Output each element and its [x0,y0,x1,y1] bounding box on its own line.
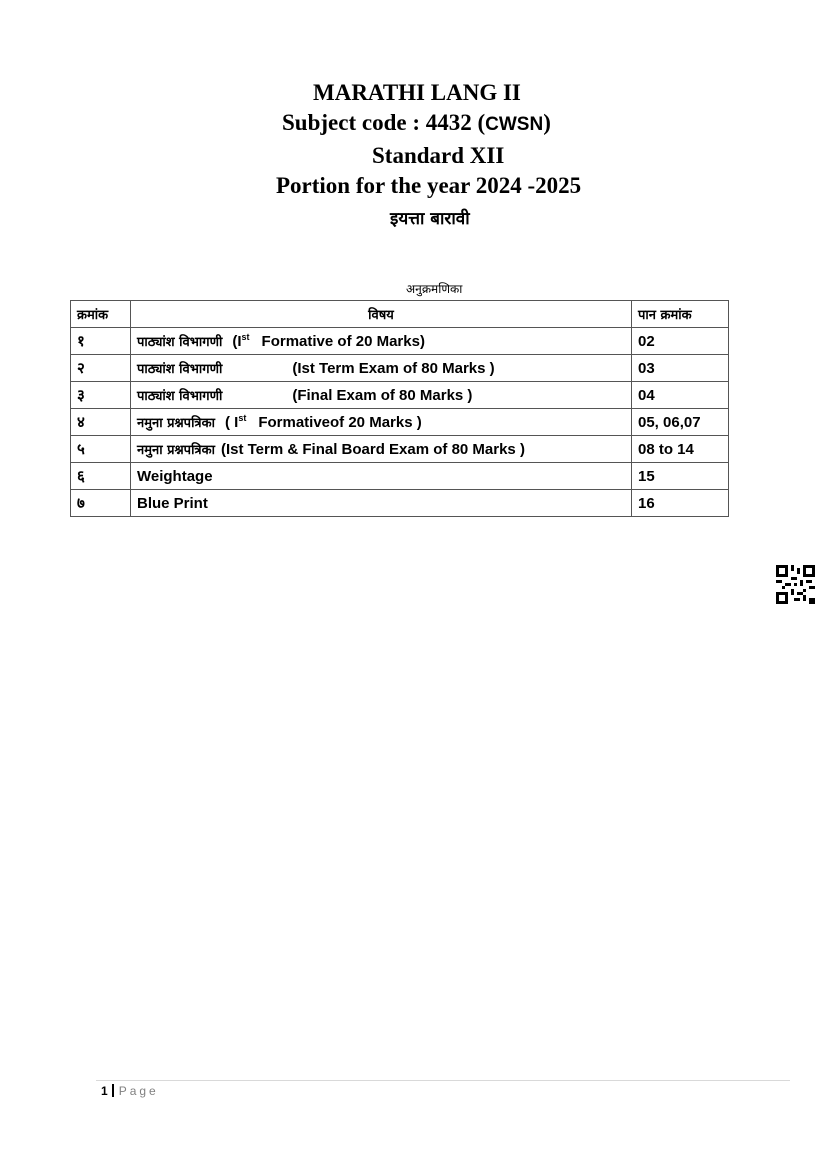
row-subject-sup: st [238,413,247,423]
row-subject-english: Formativeof 20 Marks ) [258,414,422,431]
row-subject-english: Blue Print [137,494,208,512]
page-footer [101,1084,159,1098]
row-number: २ [71,355,131,382]
row-subject-english: (Final Exam of 80 Marks ) [292,387,473,404]
table-row [71,436,729,463]
row-subject-prefix: (I [232,333,242,350]
row-subject [131,490,632,517]
doc-title: MARATHI LANG II [313,80,521,105]
row-subject-marathi: पाठ्यांश विभागणी [137,389,223,404]
row-number: ६ [71,463,131,490]
row-subject-english: Weightage [137,467,213,485]
standard-marathi: इयत्ता बारावी [390,209,470,229]
row-subject [131,328,632,355]
page-number: 1 [101,1084,108,1098]
row-subject [131,463,632,490]
footer-separator [112,1084,114,1097]
row-number: ५ [71,436,131,463]
row-page: 02 [632,328,729,355]
subject-code: Subject code : 4432 (CWSN) [282,110,551,135]
row-subject-marathi: नमुना प्रश्नपत्रिका [137,416,215,431]
row-subject-marathi: पाठ्यांश विभागणी [137,362,223,377]
footer-divider [96,1080,790,1081]
row-page: 08 to 14 [632,436,729,463]
row-page: 03 [632,355,729,382]
row-subject-prefix: ( I [224,414,239,431]
col-page-header: पान क्रमांक [632,301,729,328]
row-subject-english: Formative of 20 Marks) [261,333,425,350]
row-subject [131,436,632,463]
portion-year: Portion for the year 2024 -2025 [276,173,582,198]
row-subject [131,355,632,382]
row-subject-marathi: नमुना प्रश्नपत्रिका [137,443,215,458]
standard: Standard XII [372,143,505,168]
col-subject-header: विषय [131,301,632,328]
qr-code-icon [776,565,815,604]
row-subject [131,409,632,436]
row-subject-english: (Ist Term Exam of 80 Marks ) [292,360,495,377]
cwsn-label: CWSN [485,114,544,135]
table-row [71,409,729,436]
row-page: 15 [632,463,729,490]
row-subject [131,382,632,409]
row-subject-marathi: पाठ्यांश विभागणी [137,335,223,350]
table-row [71,328,729,355]
row-number: ३ [71,382,131,409]
row-page: 04 [632,382,729,409]
row-number: ७ [71,490,131,517]
page-word: Page [118,1084,159,1098]
table-row [71,463,729,490]
row-subject-sup: st [241,332,250,342]
row-page: 05, 06,07 [632,409,729,436]
row-subject-english: (Ist Term & Final Board Exam of 80 Marks ) [220,441,525,458]
contents-table [70,300,729,517]
toc-heading: अनुक्रमणिका [406,282,463,296]
table-header-row [71,301,729,328]
table-row [71,355,729,382]
row-page: 16 [632,490,729,517]
row-number: १ [71,328,131,355]
col-number-header: क्रमांक [71,301,131,328]
table-row [71,490,729,517]
row-number: ४ [71,409,131,436]
table-row [71,382,729,409]
